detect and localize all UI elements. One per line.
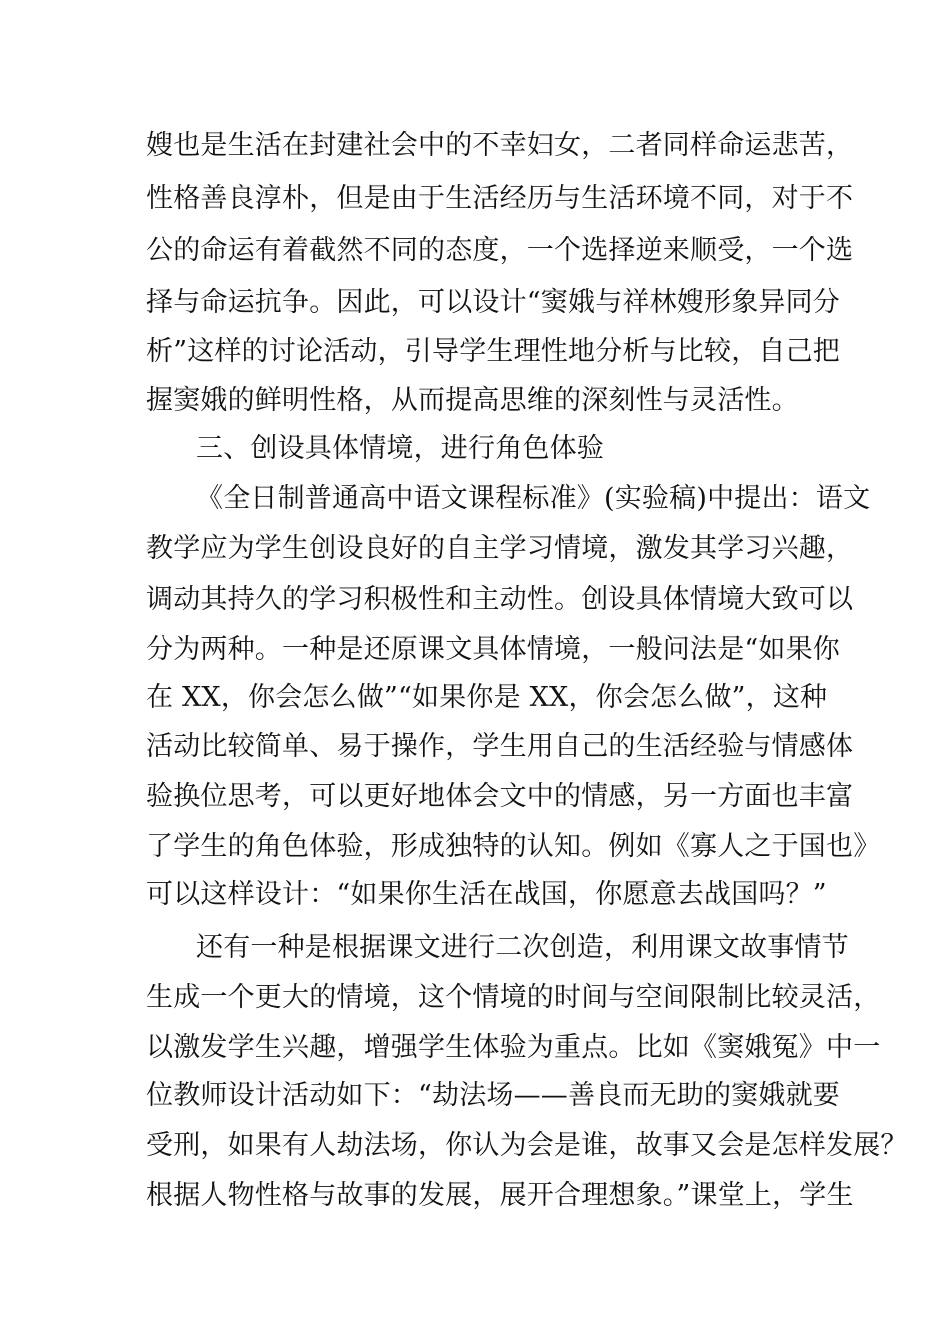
text-line: 握窦娥的鲜明性格，从而提高思维的深刻性与灵活性。 [146,385,799,416]
text-line: 可以这样设计：“如果你生活在战国，你愿意去战国吗？” [146,879,827,910]
text-line: 公的命运有着截然不同的态度，一个选择逆来顺受，一个选 [146,235,854,266]
text-line: 调动其持久的学习积极性和主动性。创设具体情境大致可以 [146,584,854,615]
text-line: 性格善良淳朴，但是由于生活经历与生活环境不同，对于不 [146,183,854,214]
text-line: 位教师设计活动如下：“劫法场——善良而无助的窦娥就要 [146,1080,841,1111]
text-line: 在 XX，你会怎么做”“如果你是 XX，你会怎么做”，这种 [146,682,828,713]
text-line: 受刑，如果有人劫法场，你认为会是谁，故事又会是怎样发展？ [146,1130,908,1161]
text-line: 析”这样的讨论活动，引导学生理性地分析与比较，自己把 [146,336,841,367]
text-line: 教学应为学生创设良好的自主学习情境，激发其学习兴趣， [146,533,854,564]
text-line: 嫂也是生活在封建社会中的不幸妇女，二者同样命运悲苦， [146,130,854,161]
text-line: 分为两种。一种是还原课文具体情境，一般问法是“如果你 [146,634,841,665]
text-line: 活动比较简单、易于操作，学生用自己的生活经验与情感体 [146,731,854,762]
text-line: 以激发学生兴趣，增强学生体验为重点。比如《窦娥冤》中一 [146,1032,881,1063]
text-line: 还有一种是根据课文进行二次创造，利用课文故事情节 [196,932,849,963]
text-line: 验换位思考，可以更好地体会文中的情感，另一方面也丰富 [146,781,854,812]
text-line: 《全日制普通高中语文课程标准》(实验稿)中提出：语文 [196,483,871,514]
section-heading: 三、创设具体情境，进行角色体验 [196,433,604,464]
text-line: 根据人物性格与故事的发展，展开合理想象。”课堂上，学生 [146,1180,854,1211]
text-line: 了学生的角色体验，形成独特的认知。例如《寡人之于国也》 [146,831,881,862]
text-line: 生成一个更大的情境，这个情境的时间与空间限制比较灵活， [146,982,881,1013]
text-line: 择与命运抗争。因此，可以设计“窦娥与祥林嫂形象异同分 [146,287,841,318]
